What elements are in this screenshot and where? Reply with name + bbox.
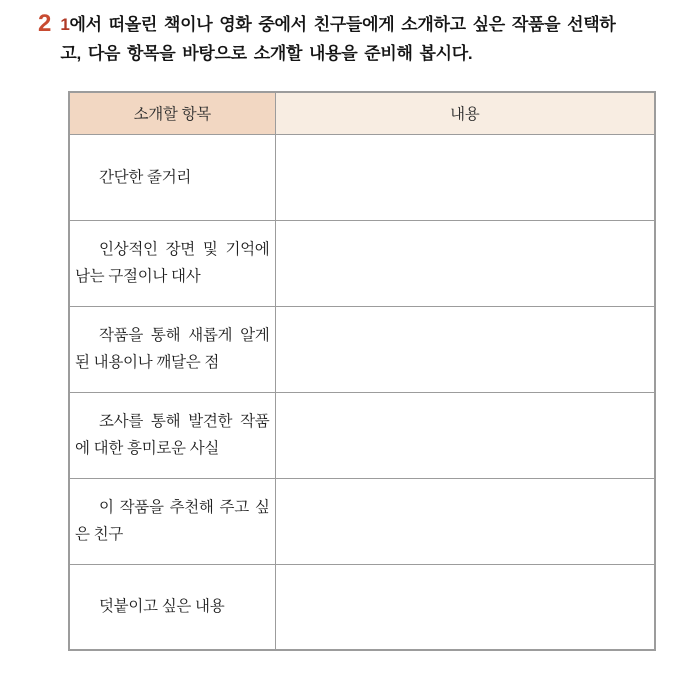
content-cell <box>275 220 655 306</box>
table-row <box>69 220 655 306</box>
item-label: 이 작품을 추천해 주고 싶은 친구 <box>75 499 270 543</box>
item-cell <box>69 392 275 478</box>
table-row <box>69 134 655 220</box>
item-label: 간단한 줄거리 <box>99 168 192 186</box>
table-row <box>69 392 655 478</box>
table-row <box>69 478 655 564</box>
header-cell-content: 내용 <box>275 92 655 134</box>
introduction-prep-table <box>68 91 656 651</box>
reference-number: 1 <box>60 15 70 34</box>
item-label: 작품을 통해 새롭게 알게 된 내용이나 깨달은 점 <box>75 327 270 371</box>
item-label: 조사를 통해 발견한 작품에 대한 흥미로운 사실 <box>75 413 270 457</box>
content-cell <box>275 306 655 392</box>
item-cell <box>69 478 275 564</box>
content-cell <box>275 478 655 564</box>
table-row <box>69 306 655 392</box>
content-cell <box>275 392 655 478</box>
item-cell <box>69 306 275 392</box>
task-heading <box>38 10 654 68</box>
content-cell <box>275 134 655 220</box>
instruction-line-1: 에서 떠올린 책이나 영화 중에서 친구들에게 소개하고 싶은 작품을 선택하 <box>69 15 616 34</box>
item-cell <box>69 564 275 650</box>
item-cell <box>69 220 275 306</box>
instruction-line-2: 고, 다음 항목을 바탕으로 소개할 내용을 준비해 봅시다. <box>60 44 473 63</box>
item-label: 인상적인 장면 및 기억에 남는 구절이나 대사 <box>75 241 270 285</box>
header-cell-item: 소개할 항목 <box>69 92 275 134</box>
task-instruction <box>60 10 652 68</box>
table-header-row <box>69 92 655 134</box>
table-row <box>69 564 655 650</box>
item-cell <box>69 134 275 220</box>
task-number: 2 <box>38 10 52 37</box>
content-cell <box>275 564 655 650</box>
item-label: 덧붙이고 싶은 내용 <box>99 598 225 616</box>
